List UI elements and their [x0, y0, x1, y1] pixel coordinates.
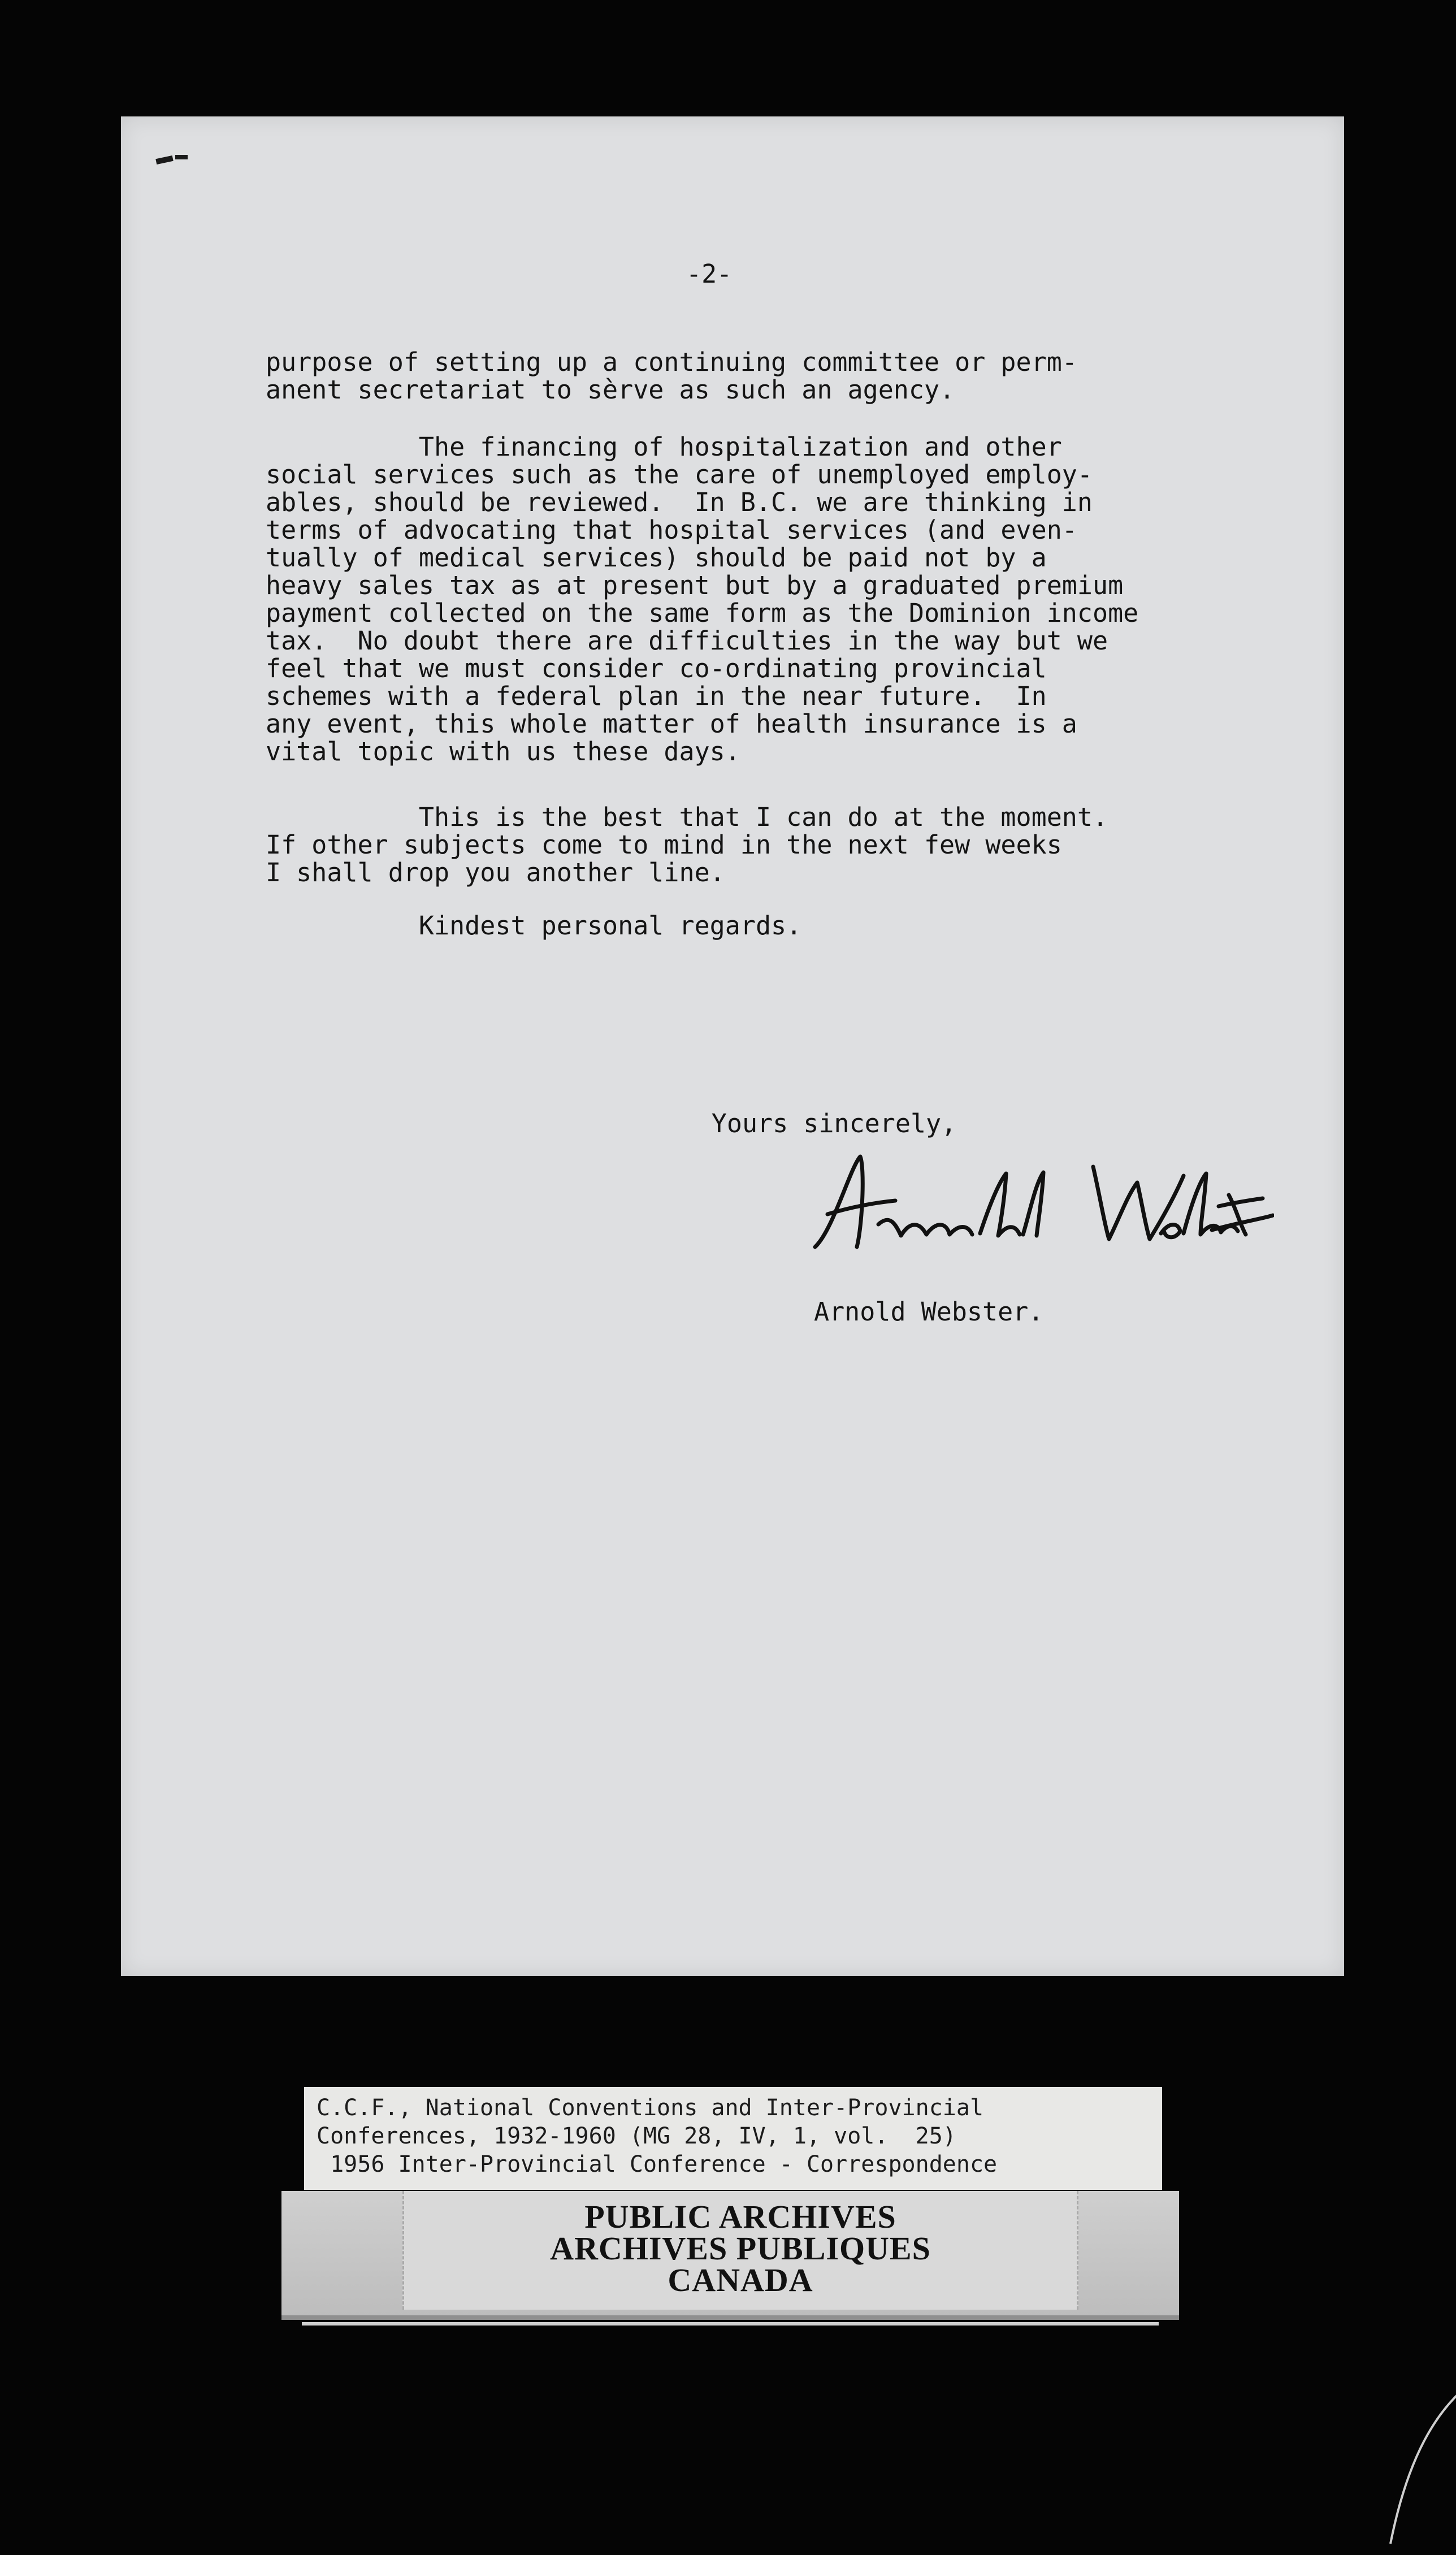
letter-page	[121, 116, 1344, 1976]
archive-reference-label	[304, 2087, 1162, 2190]
signature-name: Arnold Webster.	[814, 1297, 1044, 1327]
stamp-line-1: PUBLIC ARCHIVES	[584, 2198, 896, 2235]
archives-stamp	[281, 2191, 1179, 2320]
paragraph-2: The financing of hospitalization and other social services such as the care of unemployed employ- ables, should be reviewed. In B.C. we are thinking in terms of advocating that hospital services (and even- tually of medical services) should be paid not by a heavy sales tax as at present but by a graduated premium payment collected on the same form as the Dominion income tax. No doubt there are difficulties in the way but we feel that we must consider co-ordinating provincial schemes with a federal plan in the near future. In any event, this whole matter of health insurance is a vital topic with us these days.	[266, 432, 1139, 766]
regards-line: Kindest personal regards.	[266, 911, 802, 941]
archive-label-line-1: C.C.F., National Conventions and Inter-Provincial	[317, 2095, 984, 2121]
ink-mark	[175, 155, 188, 159]
stamp-line-3: CANADA	[668, 2262, 813, 2298]
ink-mark	[155, 155, 173, 164]
paragraph-3: This is the best that I can do at the moment. If other subjects come to mind in the next few weeks I shall drop you another line.	[266, 802, 1108, 887]
closing-line: Yours sincerely,	[421, 1108, 957, 1138]
paragraph-1: purpose of setting up a continuing committee or perm- anent secretariat to sèrve as such an agency.	[266, 347, 1077, 405]
archive-label-line-2: Conferences, 1932-1960 (MG 28, IV, 1, vol. 25)	[317, 2123, 956, 2149]
stamp-line-2: ARCHIVES PUBLIQUES	[550, 2230, 931, 2267]
archive-label-line-3: 1956 Inter-Provincial Conference - Correspondence	[317, 2151, 998, 2177]
handwritten-signature	[811, 1055, 1274, 1281]
film-edge-mark	[1368, 2374, 1456, 2555]
stamp-panel	[402, 2191, 1078, 2310]
page-number: -2-	[686, 259, 733, 289]
stamp-divider	[302, 2322, 1159, 2326]
